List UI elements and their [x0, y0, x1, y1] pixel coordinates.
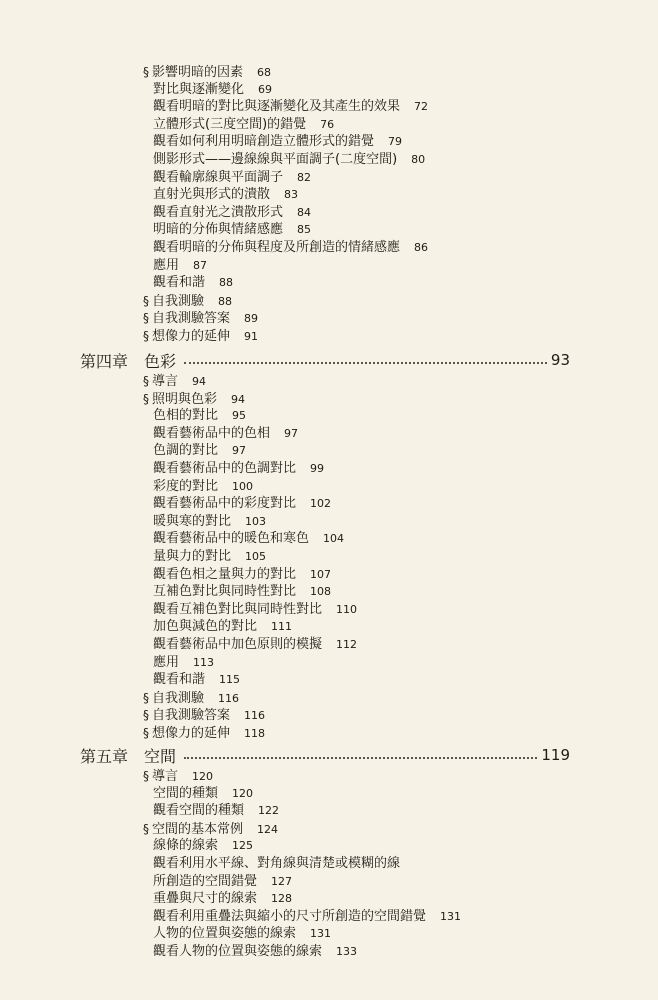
- toc-entry: [143, 768, 213, 785]
- toc-entry-title: 觀看輪廓線與平面調子: [153, 169, 284, 185]
- toc-entry-page: 112: [336, 638, 358, 651]
- toc-entry: [153, 672, 240, 688]
- toc-entry: [143, 725, 265, 742]
- section-mark: §: [143, 708, 149, 723]
- dot-leader: [184, 757, 537, 759]
- toc-entry-title: 直射光與形式的潰散: [153, 187, 271, 203]
- section-mark: §: [143, 769, 149, 783]
- toc-entry-title: 量與力的對比: [153, 549, 232, 564]
- toc-entry-title: 觀看藝術品中的彩度對比: [153, 496, 297, 512]
- toc-entry-title: 對比與逐漸變化: [153, 81, 245, 97]
- toc-entry: [153, 461, 324, 477]
- toc-entry-page: 95: [232, 409, 247, 423]
- toc-entry-title: 觀看藝術品中的暖色和寒色: [153, 531, 310, 547]
- toc-entry: [153, 222, 311, 238]
- toc-entry-title: 觀看明暗的對比與逐漸變化及其產生的效果: [153, 99, 401, 115]
- toc-entry-page: 76: [320, 117, 335, 131]
- toc-entry: [143, 328, 258, 345]
- toc-entry: [153, 549, 266, 565]
- toc-entry-title: 所創造的空間錯覺: [153, 873, 258, 889]
- toc-entry-page: 88: [219, 276, 234, 290]
- dot-leader: [184, 362, 547, 364]
- section-mark: §: [143, 391, 149, 406]
- toc-entry: [143, 821, 278, 838]
- toc-entry: [143, 391, 245, 408]
- toc-entry: [143, 373, 206, 390]
- toc-entry: [153, 134, 402, 150]
- toc-entry: [153, 205, 311, 221]
- toc-entry-page: 107: [310, 567, 332, 581]
- chapter-title: 色彩: [144, 351, 177, 371]
- section-mark: §: [143, 374, 149, 388]
- toc-entry: [153, 874, 292, 890]
- toc-entry-title: 空間的種類: [153, 785, 219, 801]
- toc-entry: [153, 152, 425, 168]
- toc-entry-page: 97: [232, 444, 247, 458]
- toc-entry: [153, 838, 253, 854]
- toc-entry-page: 72: [414, 100, 429, 114]
- toc-entry-page: 120: [232, 786, 254, 800]
- toc-entry-title: 應用: [153, 654, 180, 670]
- toc-entry: [143, 707, 265, 724]
- toc-entry-title: 觀看明暗的分佈與程度及所創造的情緒感應: [153, 240, 401, 255]
- toc-entry: [143, 690, 239, 707]
- toc-entry-page: 113: [193, 655, 215, 669]
- toc-entry-page: 131: [310, 927, 332, 941]
- toc-entry-title: 色調的對比: [153, 443, 219, 459]
- toc-entry-page: 83: [284, 188, 299, 202]
- toc-entry-title: 影響明暗的因素: [152, 65, 244, 80]
- toc-entry-title: 人物的位置與姿態的線索: [153, 926, 297, 942]
- chapter-heading-5: [80, 744, 570, 766]
- toc-entry: [143, 64, 271, 81]
- toc-entry-page: 100: [232, 479, 254, 493]
- toc-entry: [153, 82, 272, 98]
- toc-entry-title: 觀看利用水平線、對角線與清楚或模糊的線: [153, 856, 401, 871]
- toc-entry-page: 122: [258, 804, 280, 818]
- chapter-page-number: 119: [541, 746, 570, 764]
- toc-entry-page: 87: [193, 258, 208, 272]
- toc-entry-title: 明暗的分佈與情緒感應: [153, 222, 284, 238]
- toc-entry-page: 103: [245, 514, 267, 528]
- section-mark: §: [143, 65, 149, 79]
- toc-entry-page: 88: [218, 294, 233, 308]
- section-mark: §: [143, 821, 149, 836]
- toc-entry: [153, 187, 298, 203]
- toc-entry-page: 116: [218, 691, 240, 705]
- chapter-heading-4: [80, 349, 570, 371]
- toc-entry-page: 105: [245, 550, 267, 563]
- toc-entry: [153, 786, 253, 802]
- toc-entry: [153, 496, 331, 512]
- toc-entry-title: 觀看直射光之潰散形式: [153, 204, 284, 220]
- toc-entry: [153, 479, 253, 495]
- toc-entry-page: 68: [257, 66, 272, 79]
- toc-entry: [153, 170, 311, 186]
- toc-entry-title: 重疊與尺寸的線索: [153, 891, 258, 907]
- toc-entry: [153, 584, 331, 600]
- toc-entry-page: 115: [219, 673, 241, 687]
- toc-entry: [153, 567, 331, 583]
- toc-entry-title: 觀看如何利用明暗創造立體形式的錯覺: [153, 134, 375, 150]
- toc-entry-title: 觀看空間的種類: [153, 803, 245, 819]
- toc-entry-page: 110: [336, 602, 358, 616]
- toc-entry-title: 想像力的延伸: [152, 726, 231, 741]
- toc-entry-page: 116: [244, 709, 266, 723]
- toc-entry-title: 彩度的對比: [153, 478, 219, 494]
- toc-entry-title: 暖與寒的對比: [153, 513, 232, 529]
- toc-entry: [153, 619, 292, 635]
- toc-entry-title: 觀看和諧: [153, 672, 206, 688]
- toc-entry-title: 自我測驗答案: [152, 311, 231, 327]
- toc-entry-page: 99: [310, 462, 325, 475]
- toc-entry-title: 觀看色相之量與力的對比: [153, 566, 297, 582]
- toc-entry: [153, 99, 428, 115]
- toc-entry-page: 118: [244, 727, 266, 740]
- toc-entry: [153, 909, 461, 925]
- toc-entry-page: 125: [232, 839, 254, 853]
- chapter-number: 第五章: [80, 746, 129, 766]
- section-mark: §: [143, 726, 149, 740]
- chapter-number: 第四章: [80, 351, 129, 371]
- toc-entry-page: 102: [310, 497, 332, 511]
- section-mark: §: [143, 329, 149, 343]
- section-mark: §: [143, 690, 149, 705]
- toc-entry-page: 91: [244, 330, 259, 343]
- toc-entry-title: 導言: [152, 374, 179, 389]
- toc-entry-page: 84: [297, 205, 312, 219]
- toc-entry-page: 133: [336, 945, 358, 958]
- toc-entry: [153, 426, 298, 442]
- toc-entry: [153, 117, 334, 133]
- section-mark: §: [143, 293, 149, 308]
- toc-entry-title: 導言: [152, 769, 179, 784]
- toc-entry: [153, 514, 266, 530]
- toc-entry-title: 想像力的延伸: [152, 329, 231, 344]
- toc-entry-title: 照明與色彩: [152, 391, 218, 407]
- toc-entry-page: 89: [244, 312, 259, 326]
- toc-entry-title: 自我測驗: [152, 293, 205, 309]
- toc-entry-page: 80: [411, 153, 426, 166]
- toc-entry-page: 127: [271, 874, 293, 888]
- toc-entry-title: 觀看藝術品中的色調對比: [153, 461, 297, 476]
- toc-entry-title: 觀看人物的位置與姿態的線索: [153, 944, 323, 959]
- toc-entry: [153, 240, 428, 256]
- toc-entry-page: 69: [258, 82, 273, 96]
- toc-entry-title: 觀看和諧: [153, 275, 206, 291]
- toc-entry: [153, 803, 279, 819]
- chapter-page-number: 93: [550, 351, 570, 369]
- toc-entry-title: 觀看互補色對比與同時性對比: [153, 601, 323, 617]
- toc-entry: [153, 891, 292, 907]
- toc-entry-page: 79: [388, 135, 403, 149]
- toc-entry: [153, 258, 207, 274]
- toc-entry-page: 85: [297, 223, 312, 237]
- toc-entry-title: 觀看藝術品中加色原則的模擬: [153, 637, 323, 652]
- toc-entry-page: 131: [440, 909, 462, 923]
- toc-entry: [153, 602, 357, 618]
- toc-entry-title: 觀看利用重疊法與縮小的尺寸所創造的空間錯覺: [153, 908, 427, 924]
- toc-entry: [153, 275, 233, 291]
- toc-entry-title: 觀看藝術品中的色相: [153, 425, 271, 441]
- toc-entry-page: 104: [323, 532, 345, 546]
- toc-entry-page: 120: [192, 770, 214, 783]
- toc-entry-title: 線條的線索: [153, 838, 219, 854]
- toc-entry-page: 94: [231, 392, 246, 406]
- toc-entry-title: 自我測驗: [152, 690, 205, 706]
- toc-entry-title: 自我測驗答案: [152, 708, 231, 724]
- toc-entry: [153, 637, 357, 653]
- toc-entry-title: 應用: [153, 257, 180, 273]
- toc-entry-page: 124: [257, 822, 279, 836]
- toc-entry-title: 側影形式——邊線線與平面調子(二度空間): [153, 152, 398, 167]
- toc-entry: [153, 944, 357, 960]
- toc-entry-page: 128: [271, 892, 293, 906]
- toc-entry: [143, 310, 258, 327]
- toc-entry-page: 86: [414, 241, 429, 254]
- toc-entry: [153, 856, 400, 872]
- section-mark: §: [143, 311, 149, 326]
- toc-entry-title: 互補色對比與同時性對比: [153, 584, 297, 600]
- toc-entry-page: 97: [284, 426, 299, 440]
- toc-entry: [153, 408, 246, 424]
- toc-entry-title: 色相的對比: [153, 408, 219, 424]
- toc-entry-page: 94: [192, 375, 207, 388]
- toc-entry-title: 立體形式(三度空間)的錯覺: [153, 116, 307, 132]
- toc-entry-page: 82: [297, 170, 312, 184]
- toc-entry: [153, 655, 214, 671]
- toc-entry: [153, 531, 344, 547]
- toc-entry-title: 加色與減色的對比: [153, 619, 258, 635]
- toc-entry-title: 空間的基本常例: [152, 821, 244, 837]
- toc-entry: [153, 926, 331, 942]
- toc-entry-page: 111: [271, 620, 293, 634]
- chapter-title: 空間: [144, 746, 177, 766]
- toc-entry: [143, 293, 232, 310]
- toc-entry: [153, 443, 246, 459]
- toc-entry-page: 108: [310, 585, 332, 599]
